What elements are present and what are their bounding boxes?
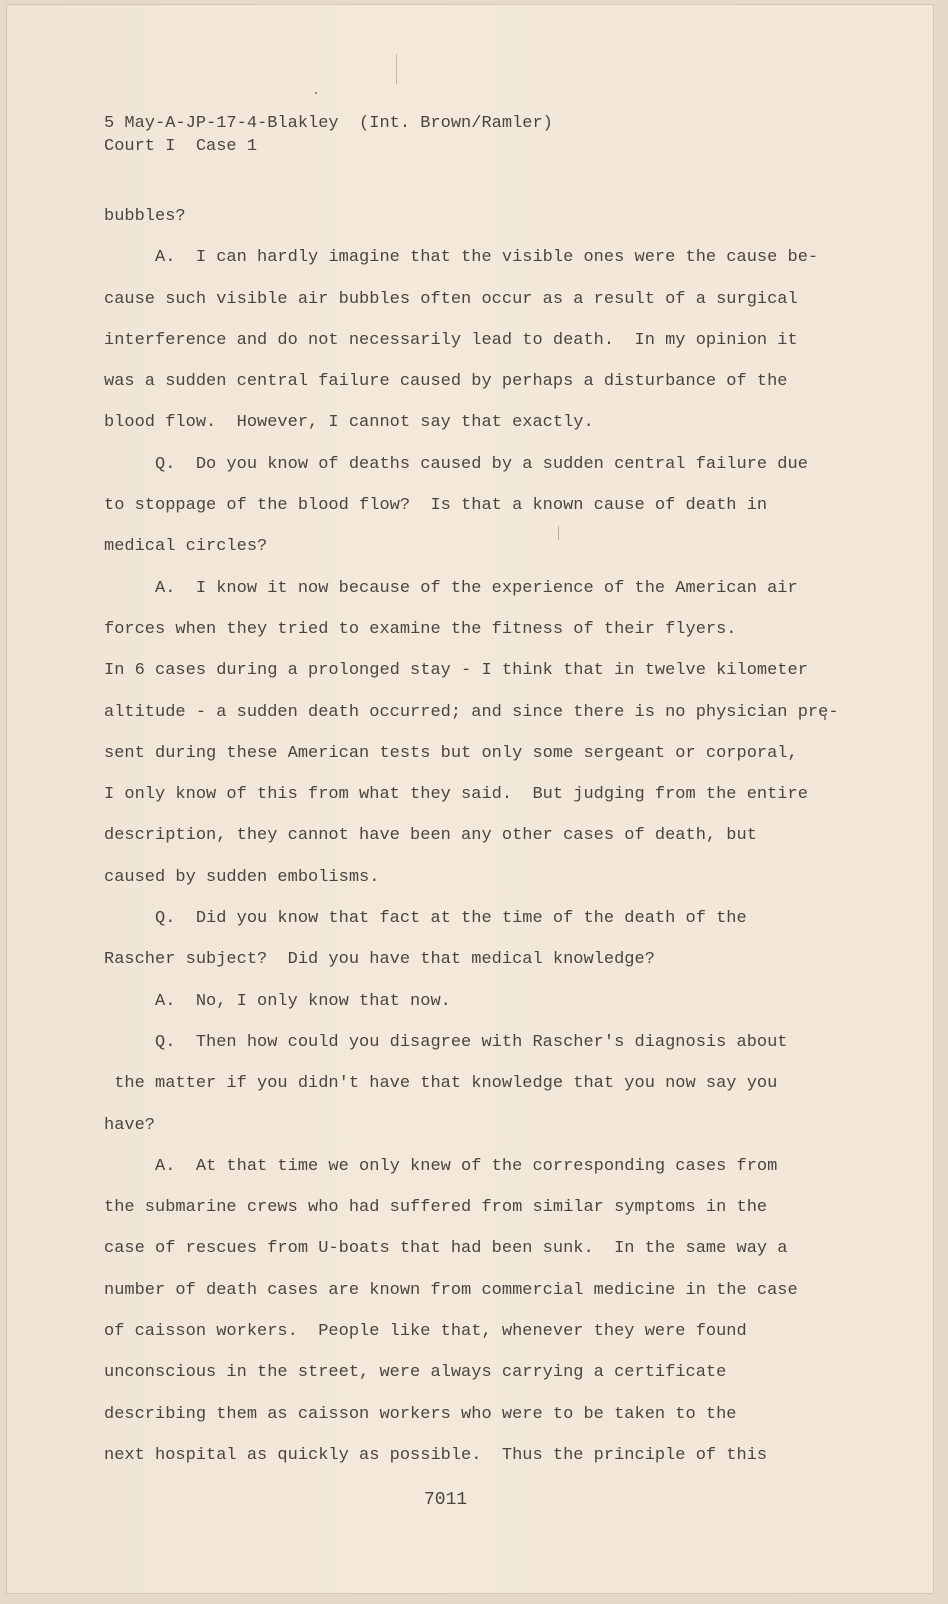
transcript-line: altitude - a sudden death occurred; and since there is no physician pre- (104, 702, 839, 722)
transcript-line: A. I know it now because of the experience of the American air (104, 578, 798, 598)
header-docket-line: 5 May-A-JP-17-4-Blakley (Int. Brown/Ramler) (104, 114, 553, 133)
document-page (6, 4, 934, 1594)
transcript-line: cause such visible air bubbles often occur as a result of a surgical (104, 289, 798, 309)
transcript-line: describing them as caisson workers who were to be taken to the (104, 1404, 737, 1424)
transcript-line: forces when they tried to examine the fitness of their flyers. (104, 619, 737, 639)
transcript-line: number of death cases are known from commercial medicine in the case (104, 1280, 798, 1300)
transcript-line: A. No, I only know that now. (104, 991, 451, 1011)
transcript-body (104, 196, 864, 1476)
transcript-line: A. At that time we only knew of the corresponding cases from (104, 1156, 778, 1176)
transcript-line: of caisson workers. People like that, whenever they were found (104, 1322, 747, 1342)
transcript-line: Q. Did you know that fact at the time of the death of the (104, 909, 747, 929)
transcript-line: was a sudden central failure caused by perhaps a disturbance of the (104, 372, 788, 392)
transcript-line: unconscious in the street, were always carrying a certificate (104, 1363, 727, 1383)
transcript-line: the submarine crews who had suffered from similar symptoms in the (104, 1198, 768, 1218)
transcript-line: case of rescues from U-boats that had been sunk. In the same way a (104, 1239, 788, 1259)
transcript-line: have? (104, 1115, 156, 1135)
transcript-line: blood flow. However, I cannot say that exactly. (104, 413, 594, 433)
transcript-line: I only know of this from what they said. But judging from the entire (104, 785, 808, 805)
transcript-line: In 6 cases during a prolonged stay - I think that in twelve kilometer (104, 661, 808, 681)
transcript-line: medical circles? (104, 537, 268, 557)
ink-mark (315, 92, 317, 94)
transcript-line: sent during these American tests but only some sergeant or corporal, (104, 743, 798, 763)
header-court-line: Court I Case 1 (104, 137, 258, 156)
transcript-line: Q. Do you know of deaths caused by a sudden central failure due (104, 454, 808, 474)
transcript-line: caused by sudden embolisms. (104, 867, 380, 887)
transcript-line: A. I can hardly imagine that the visible ones were the cause be- (104, 248, 819, 268)
page-number: 7011 (424, 1490, 468, 1510)
transcript-line: to stoppage of the blood flow? Is that a known cause of death in (104, 496, 768, 516)
document-header (104, 112, 553, 158)
transcript-line: the matter if you didn't have that knowledge that you now say you (104, 1074, 778, 1094)
transcript-line: interference and do not necessarily lead to death. In my opinion it (104, 330, 798, 350)
transcript-line: next hospital as quickly as possible. Thus the principle of this (104, 1445, 768, 1465)
ink-mark (396, 54, 397, 84)
transcript-line: bubbles? (104, 207, 186, 226)
transcript-line: Q. Then how could you disagree with Rascher's diagnosis about (104, 1032, 788, 1052)
transcript-line: description, they cannot have been any other cases of death, but (104, 826, 757, 846)
transcript-line: Rascher subject? Did you have that medical knowledge? (104, 950, 655, 970)
